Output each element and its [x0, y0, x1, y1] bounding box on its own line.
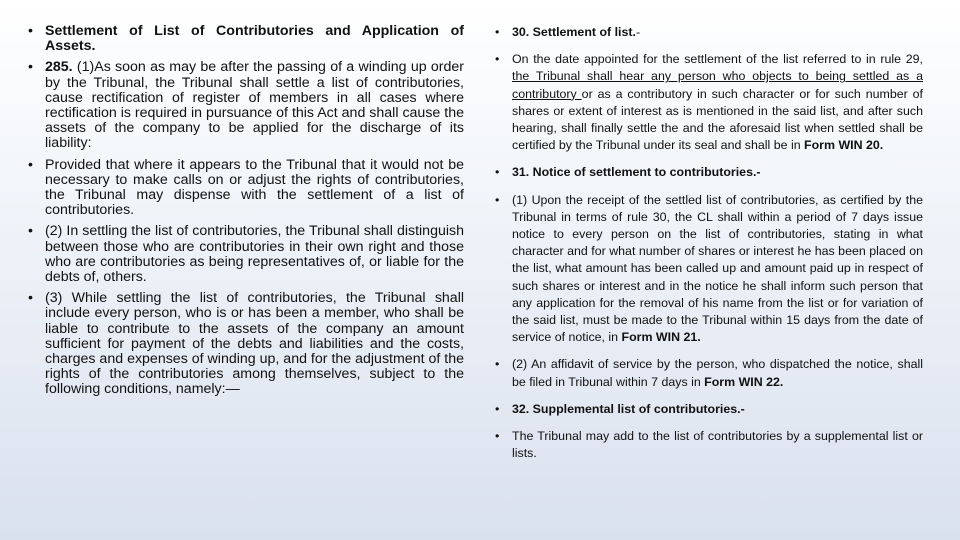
- bullet-rule-32-text: [495, 428, 923, 462]
- heading: 32. Supplemental list of contributories.-: [512, 401, 745, 416]
- section-number: 285.: [45, 59, 73, 76]
- paragraph-text: (2) In settling the list of contributories, the Tribunal shall distinguish between those who are contributories in their own right and those who are contributories as being representatives of, or liable for the debts of, others.: [45, 223, 464, 286]
- heading-suffix: -: [635, 25, 641, 39]
- bullet-rule-30-text: [495, 51, 923, 154]
- bullet-rule-31-heading: [495, 164, 923, 181]
- form-reference: Form WIN 20.: [804, 138, 884, 153]
- heading: Settlement of List of Contributories and Application of Assets.: [45, 23, 464, 55]
- bullet-subsection-3: [28, 291, 464, 397]
- bullet-proviso: [28, 158, 464, 219]
- paragraph-text: (1)As soon as may be after the passing of a winding up order by the Tribunal, the Tribunal shall settle a list of contributories, cause rectification of register of members in all cases where rectification is required in pursuance of this Act and shall cause the assets of the company to be applied for the discharge of its liability:: [45, 59, 464, 152]
- paragraph-text: (2) An affidavit of service by the person, who dispatched the notice, shall be filed in Tribunal within 7 days in: [512, 357, 923, 389]
- bullet-subsection-2: [28, 224, 464, 285]
- bullet-rule-31-1: [495, 192, 923, 347]
- bullet-rule-30-heading: [495, 24, 923, 41]
- left-column: [28, 24, 464, 404]
- heading: 30. Settlement of list.: [512, 25, 636, 39]
- form-reference: Form WIN 21.: [621, 330, 701, 345]
- paragraph-text: or as a contributory in such character or for such number of shares or extent of interest as is mentioned in the said list, and after such hearing, shall finally settle the and the aforesaid list when settled shall be certified by the Tribunal under its seal and shall be in: [512, 86, 924, 153]
- bullet-rule-31-2: [495, 356, 923, 390]
- paragraph-text: On the date appointed for the settlement of the list referred to in rule 29,: [512, 52, 923, 67]
- bullet-rule-32-heading: [495, 401, 923, 418]
- heading: 31. Notice of settlement to contributories.-: [512, 165, 761, 180]
- paragraph-text: The Tribunal may add to the list of contributories by a supplemental list or lists.: [512, 429, 923, 461]
- right-column: [495, 24, 923, 472]
- underlined-text: the Tribunal shall hear any person who objects to being settled as a contributory: [512, 69, 923, 101]
- paragraph-text: (3) While settling the list of contributories, the Tribunal shall include every person, who is or has been a member, who shall be liable to contribute to the assets of the company an amount sufficient for payment of the debts and liabilities and the costs, charges and expenses of winding up, and for the adjustment of the rights of the contributories among themselves, subject to the following conditions, namely:—: [45, 290, 464, 398]
- form-reference: Form WIN 22.: [704, 374, 784, 389]
- paragraph-text: Provided that where it appears to the Tribunal that it would not be necessary to make calls on or adjust the rights of contributories, the Tribunal may dispense with the settlement of a list of contributories.: [45, 156, 464, 219]
- bullet-section-285: [28, 60, 464, 151]
- paragraph-text: (1) Upon the receipt of the settled list of contributories, as certified by the Tribunal in terms of rule 30, the CL shall within a period of 7 days issue notice to every person on the list of contributories, stating in what character and for what number of shares or interest he has been placed on the list, what amount has been called up and amount paid up in respect of such shares or interest and in the notice he shall inform such person that any application for the removal of his name from the list or for variation of the said list, must be made to the Tribunal within 15 days from the date of service of notice, in: [512, 192, 923, 345]
- bullet-heading: [28, 24, 464, 54]
